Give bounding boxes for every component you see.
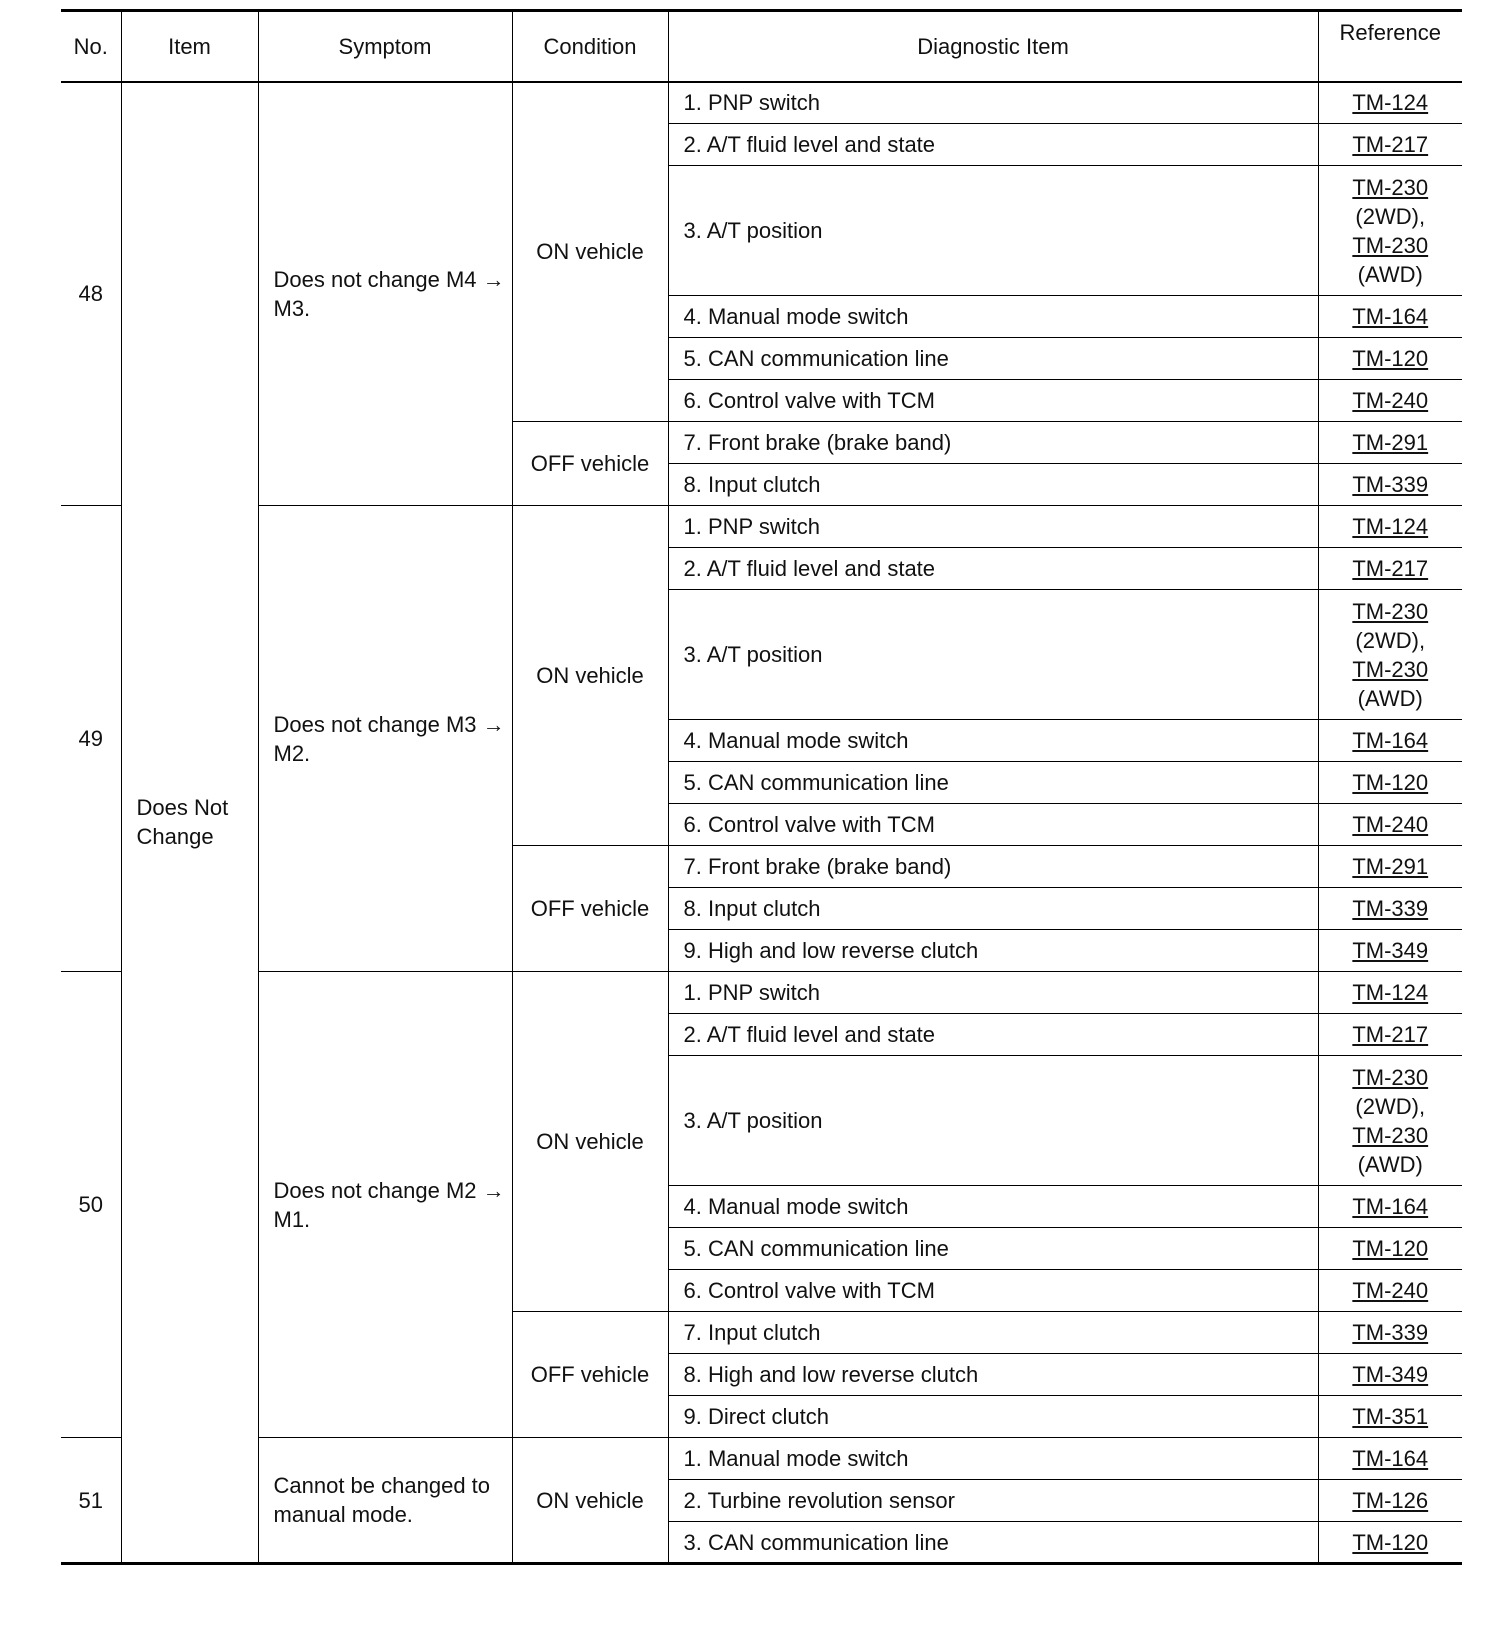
reference-entry <box>1319 597 1463 626</box>
reference-entry <box>1319 768 1463 797</box>
reference-link[interactable]: TM-230 <box>1352 656 1429 682</box>
diagnostic-item-cell: 3. A/T position <box>668 590 1318 720</box>
diagnostic-item-cell: 4. Manual mode switch <box>668 720 1318 762</box>
reference-entry <box>1319 1528 1463 1557</box>
reference-cell <box>1318 82 1462 124</box>
reference-cell <box>1318 930 1462 972</box>
reference-entry <box>1319 1402 1463 1431</box>
reference-entry <box>1319 386 1463 415</box>
diagnostic-item-cell: 2. Turbine revolution sensor <box>668 1480 1318 1522</box>
reference-cell <box>1318 846 1462 888</box>
reference-link[interactable]: TM-339 <box>1352 896 1429 921</box>
reference-cell <box>1318 422 1462 464</box>
reference-link[interactable]: TM-291 <box>1352 854 1429 879</box>
reference-entry <box>1319 1020 1463 1049</box>
row-number: 50 <box>61 972 121 1438</box>
condition-cell: ON vehicle <box>512 506 668 846</box>
reference-link[interactable]: TM-126 <box>1352 1488 1429 1513</box>
diagnostic-item-cell: 8. High and low reverse clutch <box>668 1354 1318 1396</box>
reference-link[interactable]: TM-230 <box>1352 1122 1429 1148</box>
reference-link[interactable]: TM-230 <box>1352 232 1429 258</box>
reference-cell <box>1318 506 1462 548</box>
diagnostic-item-cell: 6. Control valve with TCM <box>668 380 1318 422</box>
diagnostic-item-cell: 3. A/T position <box>668 1056 1318 1186</box>
header-row <box>61 11 1462 82</box>
condition-cell: ON vehicle <box>512 1438 668 1564</box>
reference-cell <box>1318 1480 1462 1522</box>
reference-cell <box>1318 972 1462 1014</box>
reference-note: (AWD) <box>1357 261 1423 287</box>
reference-cell <box>1318 762 1462 804</box>
reference-entry <box>1319 1318 1463 1347</box>
reference-cell <box>1318 590 1462 720</box>
diagnostic-item-cell: 1. PNP switch <box>668 506 1318 548</box>
reference-link[interactable]: TM-230 <box>1352 1064 1429 1090</box>
condition-cell: ON vehicle <box>512 82 668 422</box>
reference-link[interactable]: TM-349 <box>1352 1362 1429 1387</box>
diagnostic-item-cell: 5. CAN communication line <box>668 762 1318 804</box>
reference-note: (2WD), <box>1355 1093 1426 1119</box>
reference-link[interactable]: TM-120 <box>1352 346 1429 371</box>
reference-link[interactable]: TM-120 <box>1352 1236 1429 1261</box>
reference-cell <box>1318 1396 1462 1438</box>
reference-cell <box>1318 1312 1462 1354</box>
symptom-cell: Cannot be changed to manual mode. <box>258 1438 512 1564</box>
reference-link[interactable]: TM-339 <box>1352 472 1429 497</box>
reference-cell <box>1318 1228 1462 1270</box>
reference-entry <box>1319 852 1463 881</box>
diagnostic-item-cell: 7. Front brake (brake band) <box>668 846 1318 888</box>
reference-entry <box>1319 88 1463 117</box>
reference-link[interactable]: TM-217 <box>1352 1022 1429 1047</box>
reference-entry <box>1319 554 1463 583</box>
diagnostic-item-cell: 9. Direct clutch <box>668 1396 1318 1438</box>
reference-entry <box>1319 1486 1463 1515</box>
reference-link[interactable]: TM-120 <box>1352 770 1429 795</box>
condition-cell: OFF vehicle <box>512 1312 668 1438</box>
condition-cell: ON vehicle <box>512 972 668 1312</box>
reference-link[interactable]: TM-217 <box>1352 556 1429 581</box>
reference-cell <box>1318 1014 1462 1056</box>
reference-link[interactable]: TM-164 <box>1352 304 1429 329</box>
item-cell: Does Not Change <box>121 82 258 1564</box>
reference-link[interactable]: TM-349 <box>1352 938 1429 963</box>
reference-link[interactable]: TM-164 <box>1352 1446 1429 1471</box>
reference-cell <box>1318 338 1462 380</box>
diagnostic-item-cell: 4. Manual mode switch <box>668 296 1318 338</box>
reference-entry <box>1319 173 1463 202</box>
diagnostic-item-cell: 7. Input clutch <box>668 1312 1318 1354</box>
reference-entry <box>1319 130 1463 159</box>
reference-entry <box>1319 1234 1463 1263</box>
reference-entry <box>1319 512 1463 541</box>
reference-link[interactable]: TM-217 <box>1352 132 1429 157</box>
header-reference: Reference <box>1318 11 1462 82</box>
reference-cell <box>1318 124 1462 166</box>
reference-cell <box>1318 380 1462 422</box>
symptom-cell: Does not change M4 → M3. <box>258 82 512 506</box>
header-condition: Condition <box>512 11 668 82</box>
diagnostic-item-cell: 5. CAN communication line <box>668 1228 1318 1270</box>
diagnostic-item-cell: 8. Input clutch <box>668 888 1318 930</box>
reference-cell <box>1318 548 1462 590</box>
reference-cell <box>1318 464 1462 506</box>
reference-link[interactable]: TM-124 <box>1352 980 1429 1005</box>
table-row <box>61 82 1462 124</box>
header-no: No. <box>61 11 121 82</box>
diagnostic-item-cell: 9. High and low reverse clutch <box>668 930 1318 972</box>
reference-link[interactable]: TM-230 <box>1352 174 1429 200</box>
reference-cell <box>1318 720 1462 762</box>
reference-cell <box>1318 1186 1462 1228</box>
reference-entry <box>1319 1360 1463 1389</box>
table-row <box>61 506 1462 548</box>
reference-entry <box>1319 470 1463 499</box>
reference-entry <box>1319 1063 1463 1092</box>
diagnostic-item-cell: 2. A/T fluid level and state <box>668 548 1318 590</box>
diagnostic-item-cell: 1. PNP switch <box>668 82 1318 124</box>
reference-note: (AWD) <box>1357 1151 1423 1177</box>
reference-link[interactable]: TM-124 <box>1352 514 1429 539</box>
reference-note: (AWD) <box>1357 685 1423 711</box>
diagnostic-item-cell: 2. A/T fluid level and state <box>668 1014 1318 1056</box>
reference-entry <box>1319 1121 1463 1150</box>
diagnostic-item-cell: 3. A/T position <box>668 166 1318 296</box>
reference-link[interactable]: TM-164 <box>1352 728 1429 753</box>
reference-note: (2WD), <box>1355 203 1426 229</box>
reference-cell <box>1318 1270 1462 1312</box>
reference-cell <box>1318 804 1462 846</box>
reference-entry <box>1319 810 1463 839</box>
symptom-cell: Does not change M3 → M2. <box>258 506 512 972</box>
reference-entry <box>1319 231 1463 260</box>
reference-entry <box>1319 894 1463 923</box>
reference-entry <box>1319 1444 1463 1473</box>
reference-link[interactable]: TM-291 <box>1352 430 1429 455</box>
reference-link[interactable]: TM-124 <box>1352 90 1429 116</box>
reference-cell <box>1318 888 1462 930</box>
reference-entry <box>1319 428 1463 457</box>
header-diagnostic-item: Diagnostic Item <box>668 11 1318 82</box>
diagnostic-item-cell: 8. Input clutch <box>668 464 1318 506</box>
reference-link[interactable]: TM-240 <box>1352 1278 1429 1303</box>
reference-cell <box>1318 1056 1462 1186</box>
diagnostic-item-cell: 2. A/T fluid level and state <box>668 124 1318 166</box>
table-body <box>61 82 1462 1564</box>
row-number: 51 <box>61 1438 121 1564</box>
symptom-cell: Does not change M2 → M1. <box>258 972 512 1438</box>
reference-link[interactable]: TM-240 <box>1352 812 1429 837</box>
reference-entry <box>1319 344 1463 373</box>
diagnostic-item-cell: 3. CAN communication line <box>668 1522 1318 1564</box>
reference-cell <box>1318 296 1462 338</box>
reference-link[interactable]: TM-120 <box>1352 1529 1429 1555</box>
diagnostic-item-cell: 7. Front brake (brake band) <box>668 422 1318 464</box>
diagnostic-item-cell: 1. Manual mode switch <box>668 1438 1318 1480</box>
row-number: 48 <box>61 82 121 506</box>
reference-cell <box>1318 1522 1462 1564</box>
condition-cell: OFF vehicle <box>512 846 668 972</box>
reference-entry <box>1319 655 1463 684</box>
reference-note: (2WD), <box>1355 627 1426 653</box>
reference-entry <box>1319 936 1463 965</box>
reference-link[interactable]: TM-339 <box>1352 1320 1429 1345</box>
reference-cell <box>1318 166 1462 296</box>
reference-entry <box>1319 978 1463 1007</box>
header-symptom: Symptom <box>258 11 512 82</box>
reference-link[interactable]: TM-164 <box>1352 1194 1429 1219</box>
diagnostic-item-cell: 6. Control valve with TCM <box>668 804 1318 846</box>
diagnostic-item-cell: 4. Manual mode switch <box>668 1186 1318 1228</box>
reference-cell <box>1318 1354 1462 1396</box>
header-item: Item <box>121 11 258 82</box>
reference-cell <box>1318 1438 1462 1480</box>
table-row <box>61 972 1462 1014</box>
condition-cell: OFF vehicle <box>512 422 668 506</box>
diagnostic-item-cell: 1. PNP switch <box>668 972 1318 1014</box>
reference-entry <box>1319 302 1463 331</box>
reference-link[interactable]: TM-240 <box>1352 388 1429 413</box>
reference-entry <box>1319 1192 1463 1221</box>
diagnostic-item-cell: 5. CAN communication line <box>668 338 1318 380</box>
reference-entry <box>1319 726 1463 755</box>
table-row <box>61 1438 1462 1480</box>
diagnostic-table <box>61 9 1462 1565</box>
reference-link[interactable]: TM-351 <box>1352 1404 1429 1429</box>
reference-entry <box>1319 1276 1463 1305</box>
row-number: 49 <box>61 506 121 972</box>
diagnostic-item-cell: 6. Control valve with TCM <box>668 1270 1318 1312</box>
reference-link[interactable]: TM-230 <box>1352 598 1429 624</box>
